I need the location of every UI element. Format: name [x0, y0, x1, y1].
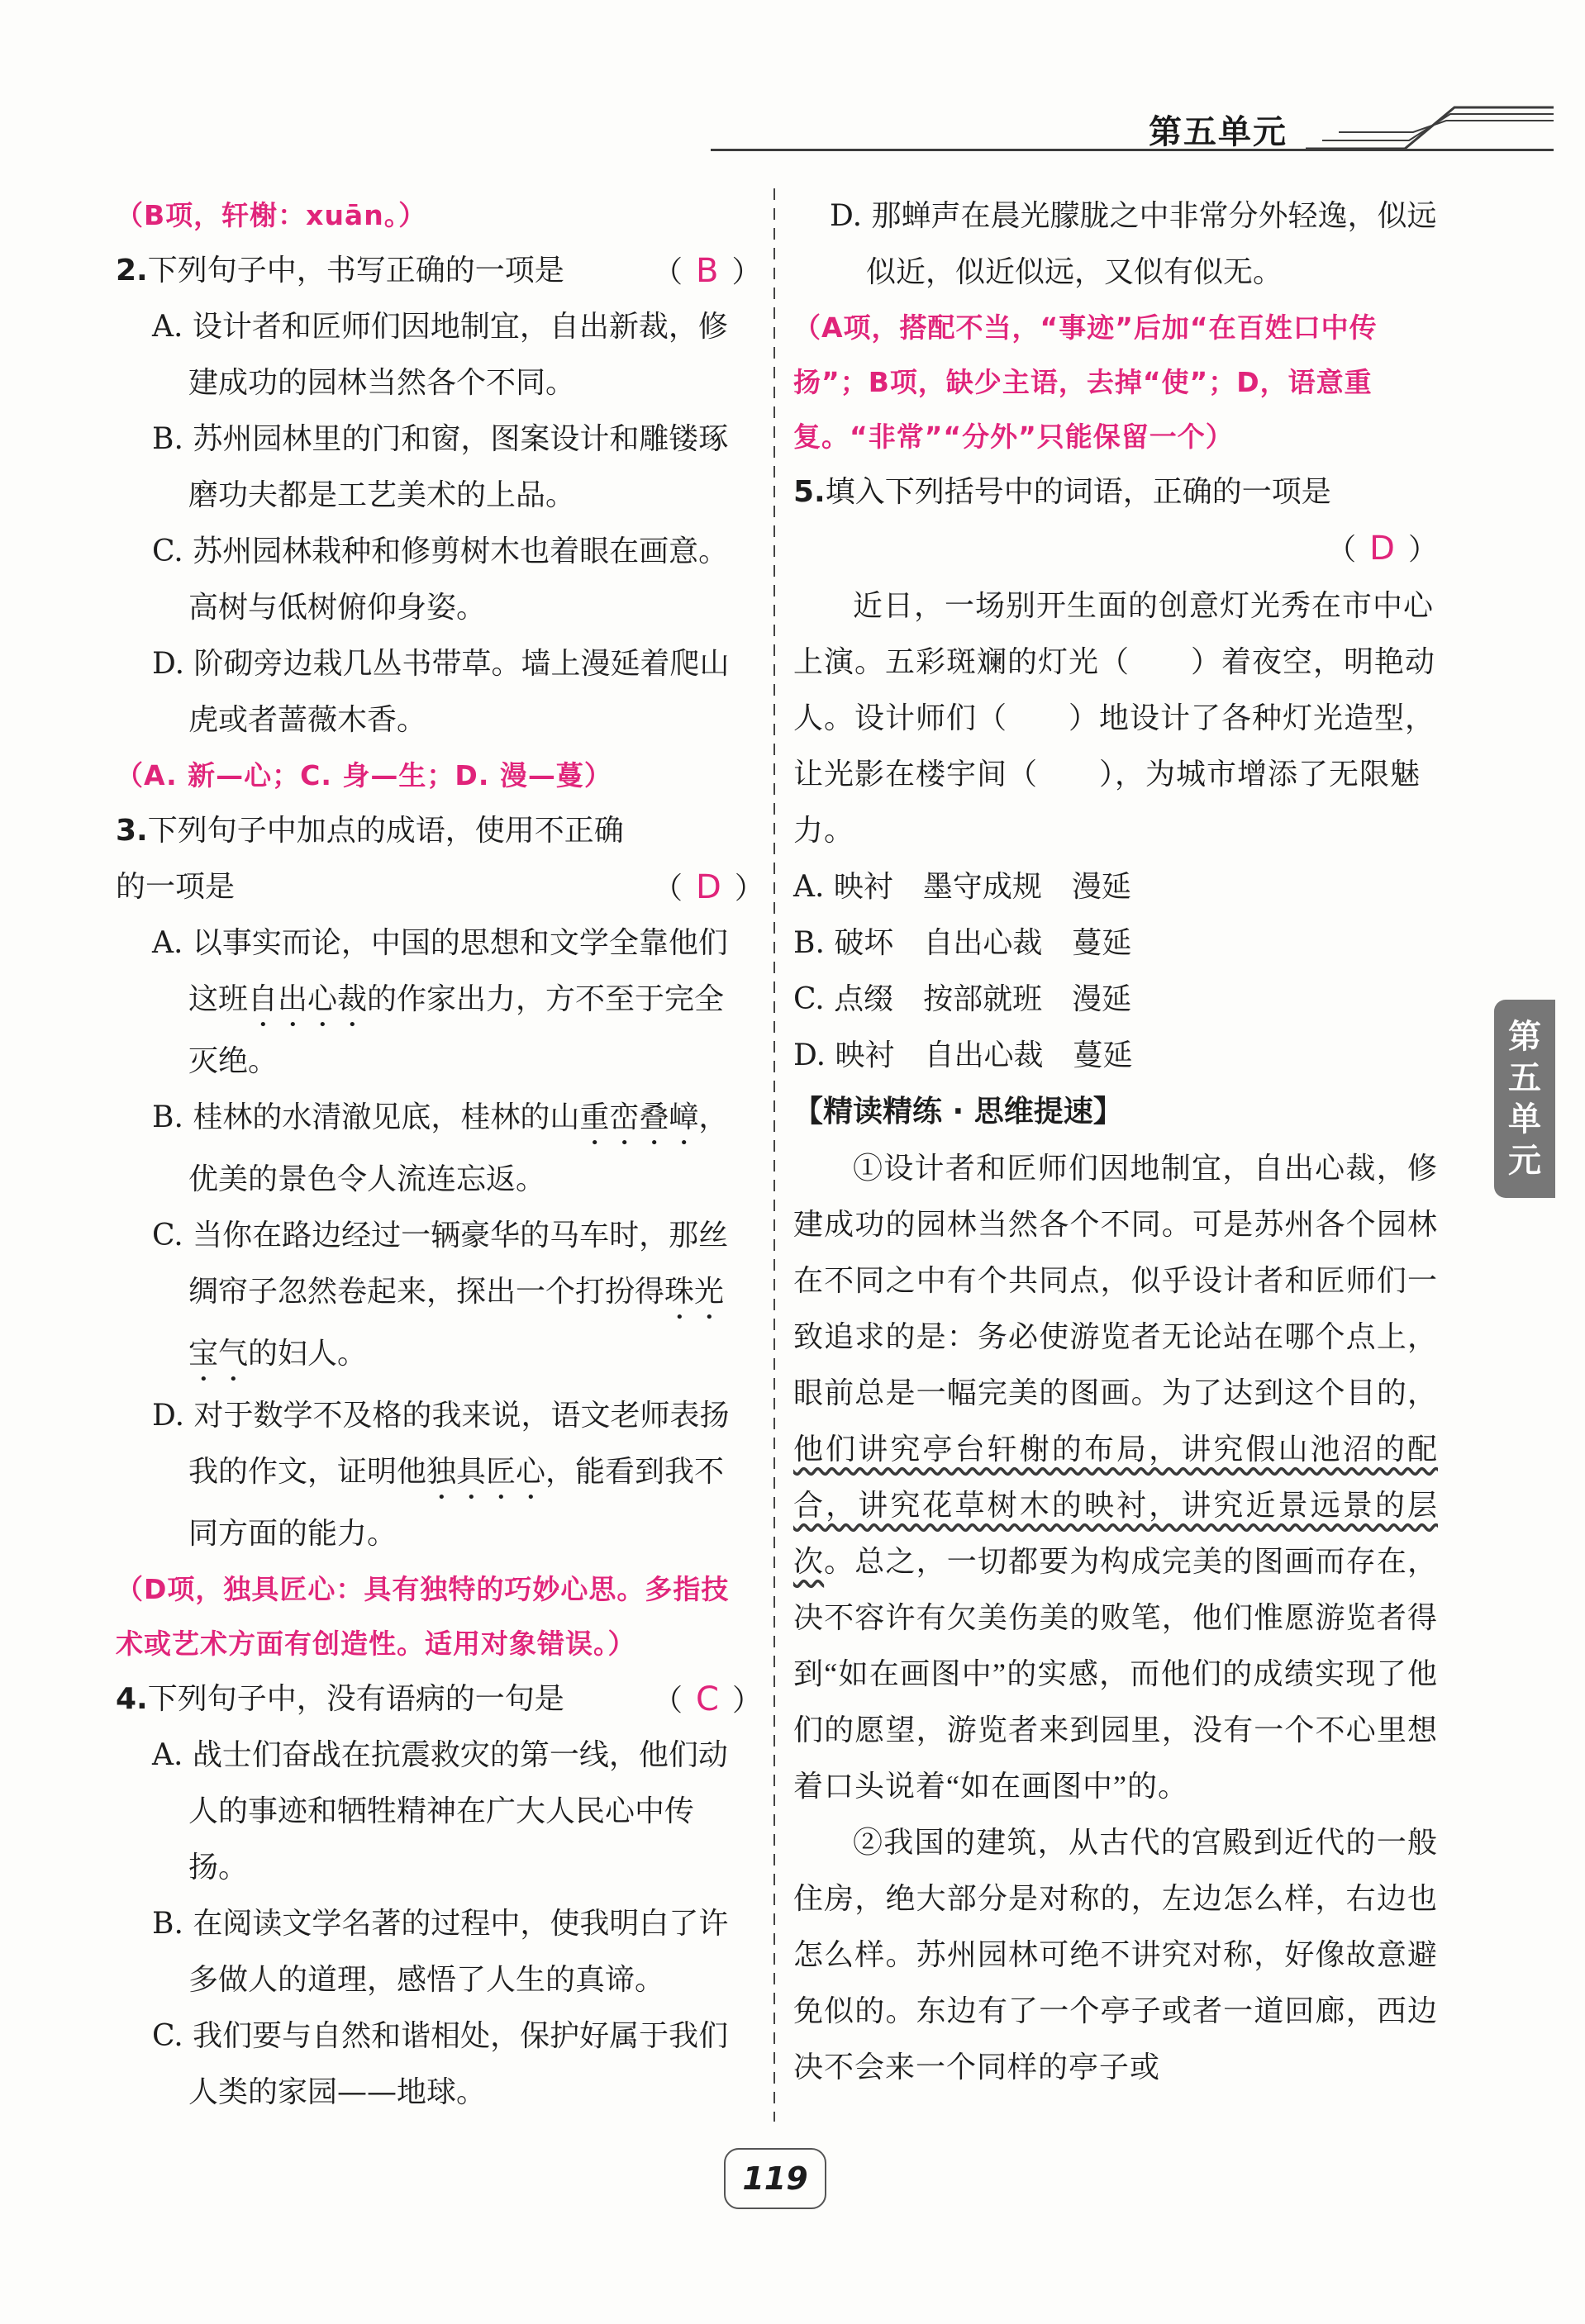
answer-mark: D [696, 868, 721, 906]
question-number: 5. [793, 475, 826, 509]
answer-bracket: （ D ） [1326, 530, 1438, 568]
reading-paragraph-2: ②我国的建筑，从古代的宫殿到近代的一般住房，绝大部分是对称的，左边怎么样，右边也怎么样。苏州园林可绝不讲究对称，好像故意避免似的。东边有了一个亭子或者一道回廊，西边决不会来一个同样的亭子或 [793, 1826, 1438, 2084]
choice-a: A. 映衬 墨守成规 漫延 [793, 870, 1131, 904]
question-3 [116, 803, 764, 1671]
answer-bracket: （ D ） [653, 868, 764, 906]
q1-answer-note: （B项，轩榭：xuān。） [116, 199, 427, 231]
option-b: B. 在阅读文学名著的过程中，使我明白了许多做人的道理，感悟了人生的真谛。 [152, 1907, 729, 1997]
side-tab-char: 单 [1508, 1100, 1541, 1138]
q4-option-d: D. 那蝉声在晨光朦胧之中非常分外轻逸，似远似近，似近似远，又似有似无。 [830, 199, 1437, 289]
question-stem: 下列句子中，书写正确的一项是 [147, 254, 564, 288]
unit-title: 第五单元 [1149, 113, 1288, 151]
side-tab-char: 元 [1508, 1142, 1541, 1180]
option-b: B. 苏州园林里的门和窗，图案设计和雕镂琢磨功夫都是工艺美术的上品。 [152, 422, 729, 512]
dotted-idiom: 珠光宝气 [188, 1275, 725, 1371]
option-c: C. 苏州园林栽种和修剪树木也着眼在画意。高树与低树俯仰身姿。 [152, 535, 729, 625]
q4-answer-note: （A项，搭配不当，“事迹”后加“在百姓口中传扬”；B项，缺少主语，去掉“使”；D，语意重复。“非常”“分外”只能保留一个） [793, 311, 1378, 453]
right-column [793, 188, 1438, 2095]
answer-bracket: （ C ） [653, 1680, 762, 1718]
choice-d: D. 映衬 自出心裁 蔓延 [793, 1038, 1133, 1072]
q3-answer-note: （D项，独具匠心：具有独特的巧妙心思。多指技术或艺术方面有创造性。适用对象错误。） [116, 1573, 730, 1660]
option-text: ，优美的景色令人流连忘返。 [188, 1100, 729, 1196]
answer-mark: C [696, 1680, 719, 1718]
question-number: 4. [116, 1682, 148, 1716]
dotted-idiom: 重峦叠嶂 [579, 1100, 699, 1134]
answer-bracket: （ B ） [653, 252, 762, 290]
option-text: ，能看到我不同方面的能力。 [188, 1455, 725, 1551]
dotted-idiom: 自出心裁 [248, 982, 368, 1016]
question-number: 3. [116, 814, 148, 848]
option-text: C. 当你在路边经过一辆豪华的马车时，那丝绸帘子忽然卷起来，探出一个打扮得 [152, 1219, 729, 1309]
q2-answer-note: （A. 新—心；C. 身—生；D. 漫—蔓） [116, 759, 612, 791]
dotted-idiom: 独具匠心 [426, 1455, 546, 1489]
option-d: D. 阶砌旁边栽几丛书带草。墙上漫延着爬山虎或者蔷薇木香。 [152, 647, 730, 737]
question-5 [793, 464, 1438, 1084]
question-stem: 下列句子中加点的成语，使用不正确的一项是 [116, 814, 624, 904]
section-title: 【精读精练 · 思维提速】 [793, 1095, 1123, 1129]
option-a: A. 设计者和匠师们因地制宜，自出新裁，修建成功的园林当然各个不同。 [152, 310, 728, 400]
choice-list [793, 859, 1438, 1084]
page-header [711, 99, 1570, 165]
side-tab-char: 五 [1508, 1059, 1541, 1097]
option-a [152, 915, 752, 1090]
header-decoration-icon [1306, 99, 1554, 157]
option-text: 的作家出力，方不至于完全灭绝。 [188, 982, 725, 1078]
option-text: B. 桂林的水清澈见底，桂林的山 [152, 1100, 580, 1134]
column-divider [770, 188, 778, 2122]
wavy-underlined-text: 他们讲究亭台轩榭的布局，讲究假山池沼的配合，讲究花草树木的映衬，讲究近景远景的层次 [793, 1433, 1438, 1578]
option-text: D. 对于数学不及格的我来说，语文老师表扬我的作文，证明他 [152, 1399, 730, 1489]
question-stem: 填入下列括号中的词语，正确的一项是 [825, 475, 1331, 509]
choice-b: B. 破坏 自出心裁 蔓延 [793, 926, 1132, 960]
left-column [116, 188, 764, 2121]
answer-mark: D [1369, 530, 1395, 568]
answer-mark: B [696, 252, 719, 290]
choice-c: C. 点缀 按部就班 漫延 [793, 982, 1132, 1016]
page-number: 119 [724, 2148, 826, 2209]
option-b [152, 1090, 752, 1208]
fill-blank-passage: 近日，一场别开生面的创意灯光秀在市中心上演。五彩斑斓的灯光（ ）着夜空，明艳动人。设计师们（ ）地设计了各种灯光造型，让光影在楼宇间（ ），为城市增添了无限魅力。 [793, 589, 1436, 848]
paragraph-text: 。总之，一切都要为构成完美的图画而存在，决不容许有欠美伤美的败笔，他们惟愿游览者得到“如在画图中”的实感，而他们的成绩实现了他们的愿望，游览者来到园里，没有一个不心里想着口头说着“如在画图中”的。 [793, 1545, 1438, 1803]
option-c: C. 我们要与自然和谐相处，保护好属于我们人类的家园——地球。 [152, 2019, 729, 2109]
unit-side-tab [1494, 1000, 1555, 1198]
option-text: 的妇人。 [248, 1337, 368, 1371]
question-number: 2. [116, 254, 148, 288]
question-4 [116, 1671, 762, 2121]
option-d [152, 1388, 752, 1562]
paragraph-text: ①设计者和匠师们因地制宜，自出心裁，修建成功的园林当然各个不同。可是苏州各个园林在不同之中有个共同点，似乎设计者和匠师们一致追求的是：务必使游览者无论站在哪个点上，眼前总是一幅完美的图画。为了达到这个目的， [793, 1152, 1438, 1409]
option-c [152, 1208, 752, 1388]
side-tab-char: 第 [1508, 1018, 1541, 1056]
question-stem: 下列句子中，没有语病的一句是 [147, 1682, 564, 1716]
reading-paragraph-1 [793, 1140, 1438, 1814]
option-a: A. 战士们奋战在抗震救灾的第一线，他们动人的事迹和牺牲精神在广大人民心中传扬。 [152, 1738, 728, 1884]
option-text: A. 以事实而论，中国的思想和文学全靠他们这班 [152, 926, 728, 1016]
question-2 [116, 243, 762, 803]
